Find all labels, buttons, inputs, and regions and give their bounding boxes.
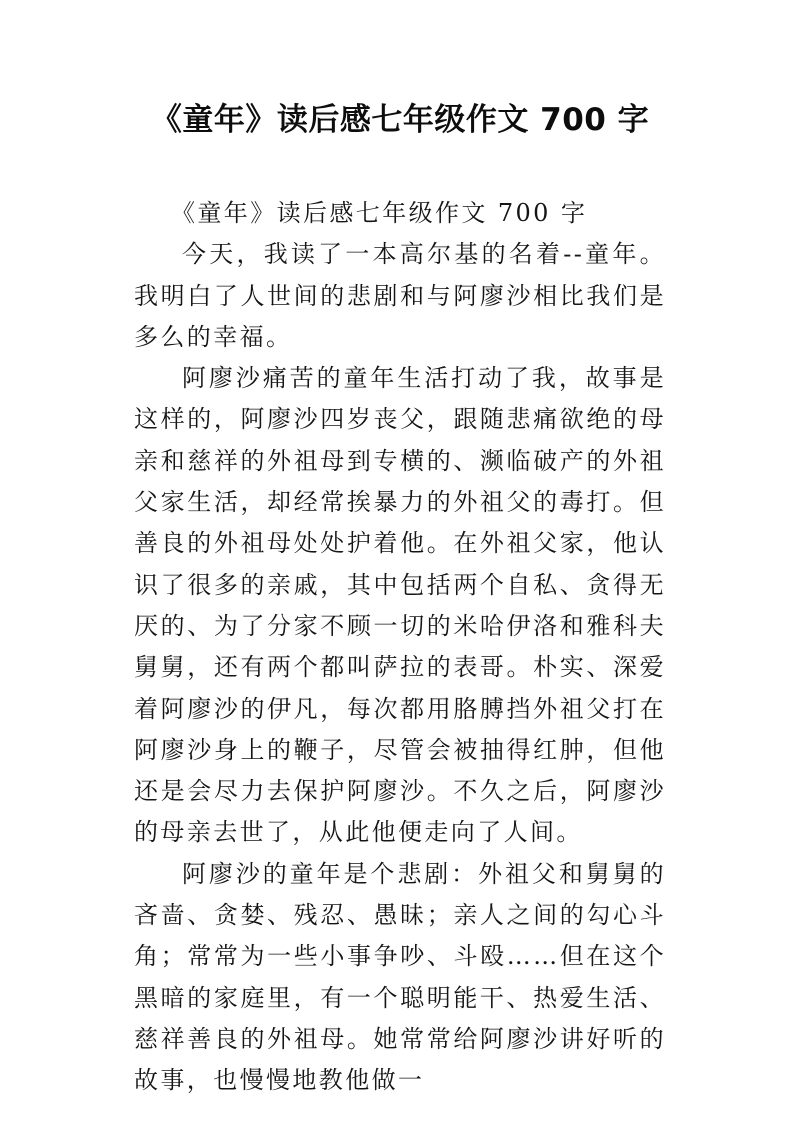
paragraph: 阿廖沙痛苦的童年生活打动了我，故事是这样的，阿廖沙四岁丧父，跟随悲痛欲绝的母亲和慈祥的外祖母到专横的、濒临破产的外祖父家生活，却经常挨暴力的外祖父的毒打。但善良的外祖母处处护着他。在外祖父家，他认识了很多的亲戚，其中包括两个自私、贪得无厌的、为了分家不顾一切的米哈伊洛和雅科夫舅舅，还有两个都叫萨拉的表哥。朴实、深爱着阿廖沙的伊凡，每次都用胳膊挡外祖父打在阿廖沙身上的鞭子，尽管会被抽得红肿，但他还是会尽力去保护阿廖沙。不久之后，阿廖沙的母亲去世了，从此他便走向了人间。 [134, 364, 666, 847]
document-body [134, 193, 666, 1102]
paragraph: 阿廖沙的童年是个悲剧：外祖父和舅舅的吝啬、贪婪、残忍、愚昧；亲人之间的勾心斗角；常常为一些小事争吵、斗殴……但在这个黑暗的家庭里，有一个聪明能干、热爱生活、慈祥善良的外祖母。她常常给阿廖沙讲好听的故事，也慢慢地教他做一 [134, 859, 666, 1095]
paragraph: 今天，我读了一本高尔基的名着--童年。我明白了人世间的悲剧和与阿廖沙相比我们是多么的幸福。 [134, 240, 666, 351]
document-title: 《童年》读后感七年级作文 700 字 [150, 102, 650, 138]
document-subtitle: 《童年》读后感七年级作文 700 字 [171, 199, 588, 227]
